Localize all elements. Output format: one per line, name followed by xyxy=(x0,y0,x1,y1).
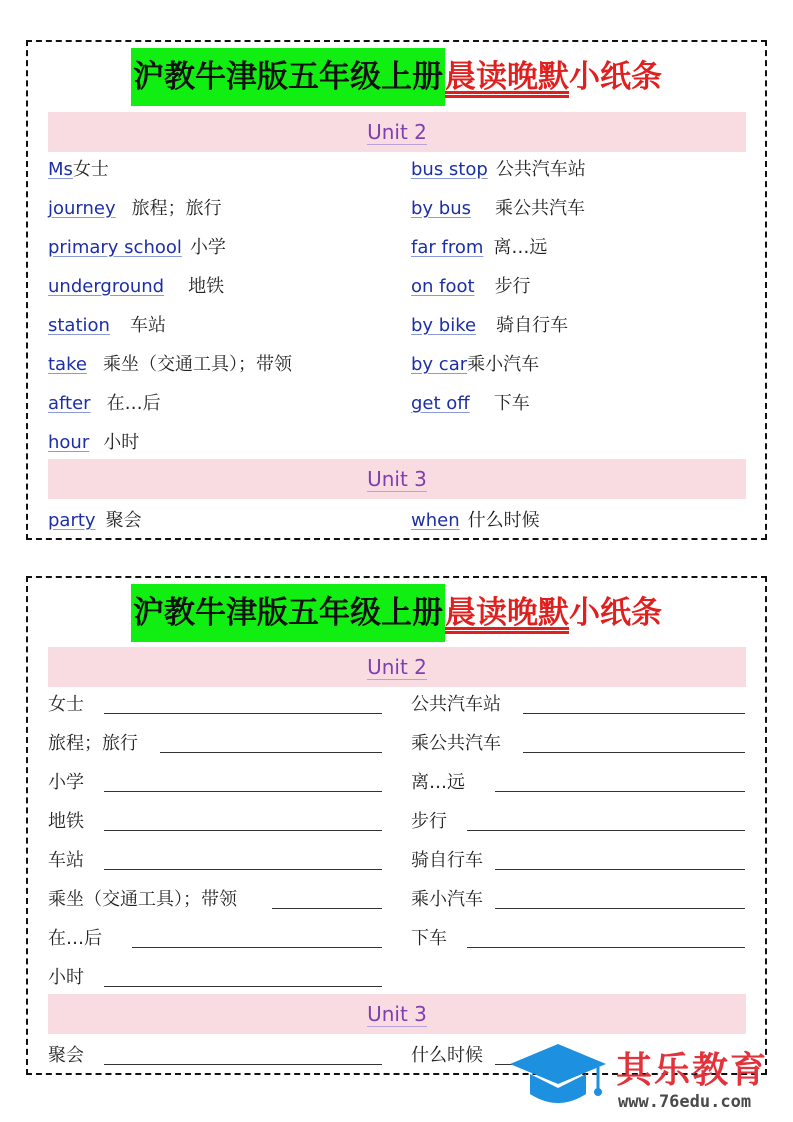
title-highlight: 晨读晚默 xyxy=(445,595,569,631)
vocab-row: primary school 小学 xyxy=(48,237,226,258)
dictation-row: 女士 xyxy=(48,691,388,719)
answer-line[interactable] xyxy=(104,830,382,831)
reading-card xyxy=(26,40,767,540)
card-title xyxy=(28,48,765,106)
answer-line[interactable] xyxy=(272,908,382,909)
answer-line[interactable] xyxy=(523,713,745,714)
answer-line[interactable] xyxy=(495,869,745,870)
vocab-row: party 聚会 xyxy=(48,510,142,531)
vocab-row: journey 旅程；旅行 xyxy=(48,198,222,219)
unit-3-header: Unit 3 xyxy=(48,994,746,1034)
vocab-row: get off 下车 xyxy=(411,393,530,414)
vocab-row: far from 离…远 xyxy=(411,237,548,258)
vocab-row: by bus 乘公共汽车 xyxy=(411,198,586,219)
title-main: 沪教牛津版五年级上册 xyxy=(131,48,445,106)
unit-3-header: Unit 3 xyxy=(48,459,746,499)
vocab-row: Ms女士 xyxy=(48,159,109,180)
dictation-row: 地铁 xyxy=(48,808,388,836)
answer-line[interactable] xyxy=(132,947,382,948)
title-tail: 小纸条 xyxy=(569,595,662,631)
dictation-row: 乘坐（交通工具）；带领 xyxy=(48,886,388,914)
answer-line[interactable] xyxy=(104,713,382,714)
dictation-row: 聚会 xyxy=(48,1042,388,1070)
brand-logo xyxy=(508,1040,788,1116)
dictation-row: 乘公共汽车 xyxy=(411,730,751,758)
dictation-row: 车站 xyxy=(48,847,388,875)
dictation-row: 骑自行车 xyxy=(411,847,751,875)
vocab-row: on foot 步行 xyxy=(411,276,531,297)
vocab-row: hour 小时 xyxy=(48,432,140,453)
title-tail: 小纸条 xyxy=(569,59,662,95)
answer-line[interactable] xyxy=(104,986,382,987)
vocab-row: by car乘小汽车 xyxy=(411,354,540,375)
title-highlight: 晨读晚默 xyxy=(445,59,569,95)
title-main: 沪教牛津版五年级上册 xyxy=(131,584,445,642)
vocab-row: when 什么时候 xyxy=(411,510,540,531)
dictation-row: 什么时候 xyxy=(411,1042,751,1070)
answer-line[interactable] xyxy=(467,830,745,831)
vocab-row: after 在…后 xyxy=(48,393,161,414)
vocab-row: bus stop 公共汽车站 xyxy=(411,159,586,180)
answer-line[interactable] xyxy=(495,791,745,792)
dictation-row: 下车 xyxy=(411,925,751,953)
vocab-row: by bike 骑自行车 xyxy=(411,315,569,336)
dictation-card xyxy=(26,576,767,1075)
vocab-row: underground 地铁 xyxy=(48,276,225,297)
answer-line[interactable] xyxy=(104,1064,382,1065)
brand-url: www.76edu.com xyxy=(618,1092,752,1112)
answer-line[interactable] xyxy=(467,947,745,948)
vocab-row: take 乘坐（交通工具）；带领 xyxy=(48,354,292,375)
dictation-row: 旅程；旅行 xyxy=(48,730,388,758)
unit-2-header: Unit 2 xyxy=(48,112,746,152)
card-title xyxy=(28,584,765,642)
dictation-row: 离…远 xyxy=(411,769,751,797)
dictation-row: 在…后 xyxy=(48,925,388,953)
graduation-cap-icon xyxy=(508,1040,608,1116)
dictation-row: 公共汽车站 xyxy=(411,691,751,719)
dictation-row: 小时 xyxy=(48,964,388,992)
answer-line[interactable] xyxy=(104,791,382,792)
vocab-row: station 车站 xyxy=(48,315,166,336)
unit-2-header: Unit 2 xyxy=(48,647,746,687)
dictation-row: 小学 xyxy=(48,769,388,797)
answer-line[interactable] xyxy=(495,908,745,909)
answer-line[interactable] xyxy=(104,869,382,870)
answer-line[interactable] xyxy=(523,752,745,753)
dictation-row: 乘小汽车 xyxy=(411,886,751,914)
answer-line[interactable] xyxy=(160,752,382,753)
brand-name: 其乐教育 xyxy=(616,1050,769,1091)
dictation-row: 步行 xyxy=(411,808,751,836)
